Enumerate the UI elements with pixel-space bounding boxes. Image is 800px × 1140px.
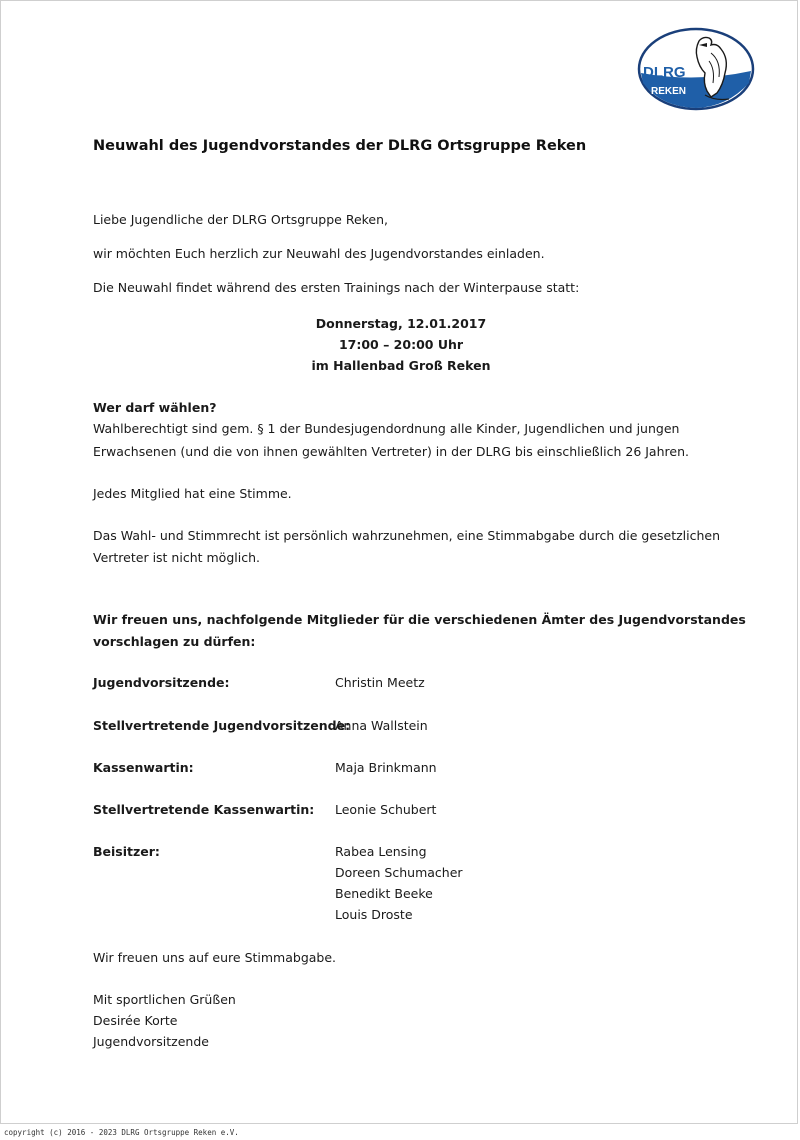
- candidate-name: Benedikt Beeke: [335, 886, 433, 901]
- eligibility-line-1: Wahlberechtigt sind gem. § 1 der Bundesjugendordnung alle Kinder, Jugendlichen und jungen: [93, 421, 680, 436]
- candidate-name: Christin Meetz: [335, 675, 425, 690]
- copyright-footer: copyright (c) 2016 - 2023 DLRG Ortsgruppe Reken e.V.: [4, 1128, 239, 1137]
- role-label: Stellvertretende Jugendvorsitzende:: [93, 718, 351, 733]
- logo-top-text: DLRG: [643, 64, 686, 81]
- candidate-name: Leonie Schubert: [335, 802, 437, 817]
- candidate-name: Rabea Lensing: [335, 844, 427, 859]
- eligibility-line-2: Erwachsenen (und die von ihnen gewählten Vertreter) in der DLRG bis einschließlich 26 Jahren.: [93, 444, 689, 459]
- event-location: im Hallenbad Groß Reken: [311, 358, 491, 373]
- regards: Mit sportlichen Grüßen: [93, 992, 236, 1007]
- dlrg-logo: [637, 27, 755, 111]
- one-vote-text: Jedes Mitglied hat eine Stimme.: [93, 486, 292, 501]
- greeting: Liebe Jugendliche der DLRG Ortsgruppe Reken,: [93, 212, 389, 227]
- role-label: Beisitzer:: [93, 844, 160, 859]
- role-label: Kassenwartin:: [93, 760, 194, 775]
- signer-role: Jugendvorsitzende: [93, 1034, 209, 1049]
- eligibility-heading: Wer darf wählen?: [93, 400, 217, 415]
- candidate-name: Anna Wallstein: [335, 718, 428, 733]
- invitation-text: wir möchten Euch herzlich zur Neuwahl des Jugendvorstandes einladen.: [93, 246, 545, 261]
- event-time: 17:00 – 20:00 Uhr: [338, 337, 464, 352]
- candidate-name: Louis Droste: [335, 907, 413, 922]
- role-label: Jugendvorsitzende:: [93, 675, 230, 690]
- personal-vote-line-2: Vertreter ist nicht möglich.: [93, 550, 260, 565]
- signer-name: Desirée Korte: [93, 1013, 178, 1028]
- candidate-name: Maja Brinkmann: [335, 760, 437, 775]
- personal-vote-line-1: Das Wahl- und Stimmrecht ist persönlich wahrzunehmen, eine Stimmabgabe durch die gesetzlichen: [93, 528, 721, 543]
- role-label: Stellvertretende Kassenwartin:: [93, 802, 315, 817]
- closing-line: Wir freuen uns auf eure Stimmabgabe.: [93, 950, 337, 965]
- proposal-line-2: vorschlagen zu dürfen:: [93, 634, 256, 649]
- logo-bottom-text: REKEN: [651, 86, 687, 97]
- page-title: Neuwahl des Jugendvorstandes der DLRG Ortsgruppe Reken: [93, 138, 587, 154]
- event-date: Donnerstag, 12.01.2017: [315, 316, 487, 331]
- proposal-line-1: Wir freuen uns, nachfolgende Mitglieder für die verschiedenen Ämter des Jugendvorstandes: [93, 612, 746, 627]
- schedule-text: Die Neuwahl findet während des ersten Trainings nach der Winterpause statt:: [93, 280, 580, 295]
- candidate-name: Doreen Schumacher: [335, 865, 463, 880]
